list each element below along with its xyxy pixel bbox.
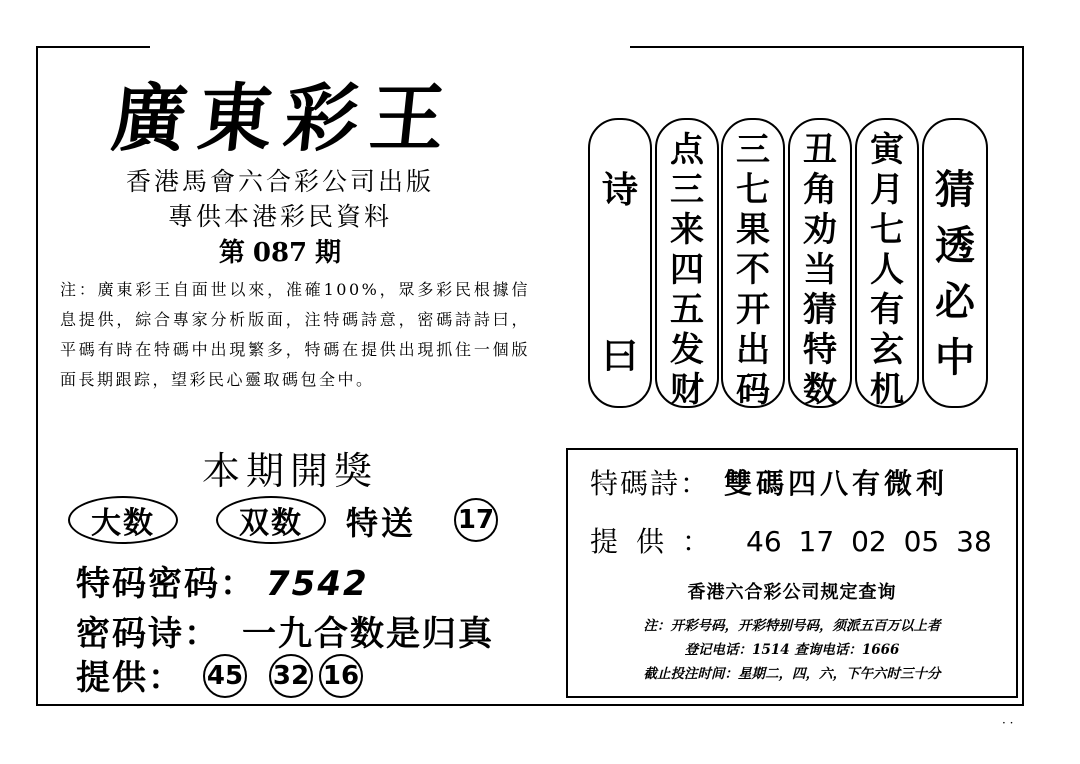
verse-char: 七: [870, 210, 904, 250]
poem-scroll: [588, 118, 652, 408]
notice-line-3: 截止投注时间：星期二，四，六，下午六时三十分: [643, 666, 941, 682]
verse-char: 有: [870, 290, 904, 330]
corner-marks: · ·: [1002, 716, 1014, 730]
page-title: 廣東彩王: [107, 76, 461, 162]
frame-gap: [150, 40, 630, 54]
verse-char: 猜: [803, 290, 837, 330]
verse-char: 特: [803, 330, 837, 370]
subtitle-line: 專供本港彩民資料: [167, 202, 392, 231]
issue-line: [190, 232, 370, 269]
verse-scroll-3: [788, 118, 852, 408]
special-number: 17: [454, 498, 498, 542]
verse-char: 码: [736, 370, 770, 410]
verse-scroll-1: [655, 118, 719, 408]
double-badge: 双数: [216, 496, 326, 544]
company-notice-title: 香港六合彩公司规定查询: [687, 582, 897, 603]
poem-scroll-top: 诗: [601, 169, 638, 211]
guess-char: 中: [935, 334, 975, 381]
verse-scroll-4: [855, 118, 919, 408]
verse-char: 劝: [803, 210, 837, 250]
guess-char: 猜: [935, 166, 975, 213]
verse-char: 发: [670, 330, 704, 370]
provide-number: 45: [203, 654, 247, 698]
verse-char: 数: [803, 370, 837, 410]
verse-char: 月: [870, 170, 904, 210]
verse-char: 寅: [870, 130, 904, 170]
guess-char: 透: [935, 222, 975, 269]
verse-char: 五: [670, 290, 704, 330]
verse-char: 果: [736, 210, 770, 250]
box-poem-label: 特碼詩：: [590, 467, 711, 500]
verse-char: 四: [670, 250, 704, 290]
poem-line: [76, 606, 494, 655]
issue-prefix: 第: [218, 238, 245, 268]
publisher-line: 香港馬會六合彩公司出版: [125, 167, 434, 196]
special-code-box: [566, 448, 1018, 698]
box-provide-numbers: 46 17 02 05 38: [746, 525, 992, 558]
guess-char: 必: [935, 278, 975, 325]
notice-line-1: 注：开彩号码，开彩特别号码，须派五百万以上者: [643, 618, 941, 634]
special-label: 特送: [346, 504, 417, 542]
verse-scroll-2: [721, 118, 785, 408]
verse-char: 七: [736, 170, 770, 210]
verse-char: 玄: [870, 330, 904, 370]
verse-char: 来: [670, 210, 704, 250]
issue-suffix: 期: [315, 238, 342, 268]
verse-char: 开: [736, 290, 770, 330]
verse-char: 丑: [803, 130, 837, 170]
verse-char: 点: [670, 130, 704, 170]
verse-char: 出: [736, 330, 770, 370]
verse-char: 角: [803, 170, 837, 210]
notice-line-2: 登记电话：1514 查询电话：1666: [684, 642, 900, 658]
box-poem-value: 雙碼四八有微利: [724, 467, 949, 500]
draw-results-row: [68, 494, 528, 554]
verse-char: 不: [736, 250, 770, 290]
verse-char: 三: [670, 170, 704, 210]
notes-paragraph: 注：廣東彩王自面世以來，准確100%，眾多彩民根據信息提供，綜合專家分析版面，注特碼詩意，密碼詩詩曰，平碼有時在特碼中出現繁多，特碼在提供出現抓住一個版面長期跟踪，望彩民心靈取碼包全中。: [60, 280, 530, 389]
provide-label: 提供：: [76, 658, 184, 698]
code-label: 特码密码：: [76, 564, 256, 604]
poem-label: 密码诗：: [76, 614, 220, 654]
big-badge: 大数: [68, 496, 178, 544]
provide-number: 32: [269, 654, 313, 698]
code-value: 7542: [266, 564, 369, 604]
draw-title: 本期開獎: [201, 449, 378, 493]
code-line: [76, 556, 369, 605]
verse-char: 财: [670, 370, 704, 410]
box-poem-line: [590, 462, 948, 502]
provide-line: [76, 650, 396, 700]
box-provide-line: [590, 520, 992, 560]
provide-number: 16: [319, 654, 363, 698]
verse-char: 机: [870, 370, 904, 410]
guess-scroll: [922, 118, 988, 408]
poem-scroll-bottom: 曰: [601, 335, 638, 377]
box-provide-label: 提供：: [590, 525, 729, 558]
verse-char: 人: [870, 250, 904, 290]
verse-char: 三: [736, 130, 770, 170]
issue-number: 087: [252, 238, 308, 268]
poem-value: 一九合数是归真: [242, 614, 494, 654]
verse-char: 当: [803, 250, 837, 290]
